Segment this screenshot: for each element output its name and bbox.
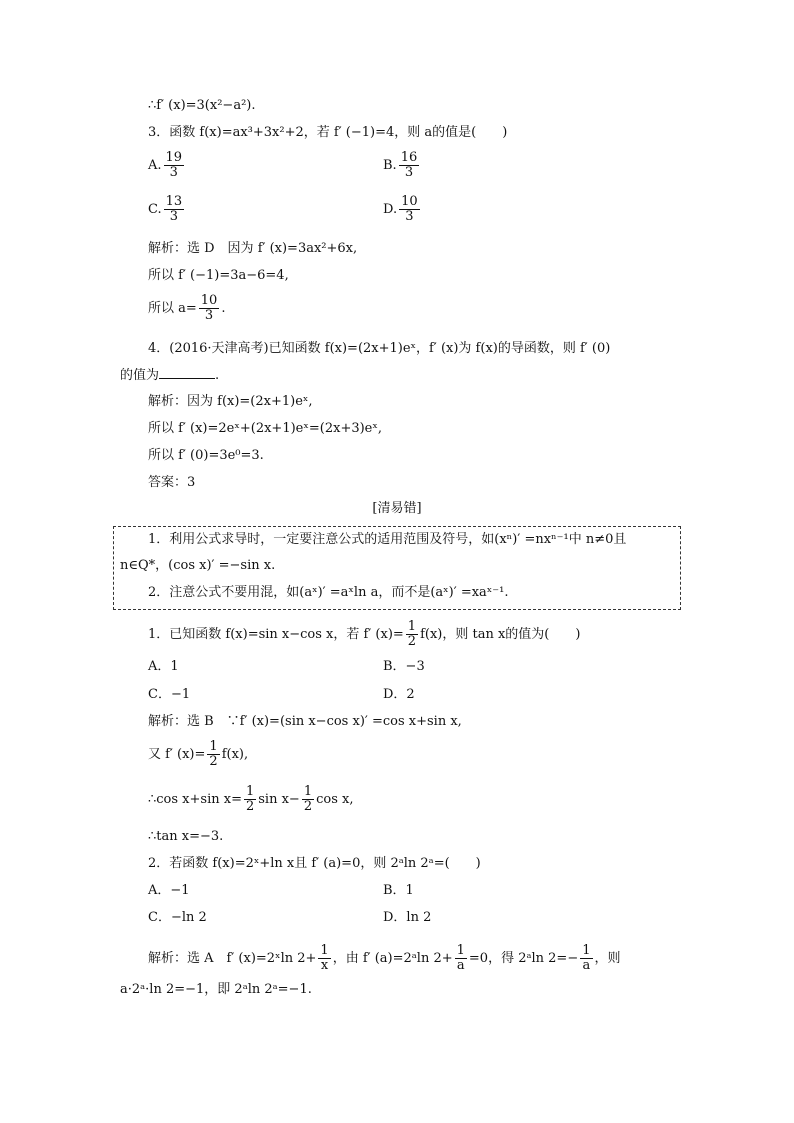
fraction-numerator: 13 — [165, 194, 183, 209]
q3-option-b — [383, 151, 421, 180]
q4-solution-line-3: 所以 f′ (0)=3e⁰=3. — [148, 448, 264, 463]
fraction-denominator: 3 — [404, 165, 414, 180]
fraction-numerator: 1 — [407, 619, 417, 634]
p2-option-d: D．ln 2 — [383, 910, 432, 925]
q4-answer: 答案：3 — [148, 475, 196, 490]
text: =0，得 2ᵃln 2=− — [468, 951, 579, 966]
text: . — [215, 368, 220, 383]
fraction-denominator: 2 — [245, 799, 255, 814]
fraction-numerator: 1 — [245, 784, 255, 799]
p1-option-a: A．1 — [148, 659, 179, 674]
tip-2: 2．注意公式不要用混，如(aˣ)′ =aˣln a，而不是(aˣ)′ =xaˣ⁻¹. — [148, 585, 509, 600]
p1-solution-line-3 — [148, 785, 353, 814]
practice-2-stem: 2．若函数 f(x)=2ˣ+ln x且 f′ (a)=0，则 2ᵃln 2ᵃ=( ) — [148, 856, 481, 871]
fraction — [199, 294, 220, 323]
p1-option-b: B．−3 — [383, 659, 425, 674]
q3-solution-line-1: 解析：选 D 因为 f′ (x)=3ax²+6x, — [148, 241, 358, 256]
fraction — [164, 151, 185, 180]
fraction-numerator: 1 — [209, 739, 218, 754]
p1-option-d: D．2 — [383, 687, 415, 702]
p1-solution-line-1: 解析：选 B ∵f′ (x)=(sin x−cos x)′ =cos x+sin x, — [148, 714, 462, 729]
q4-solution-line-1: 解析：因为 f(x)=(2x+1)eˣ, — [148, 394, 313, 409]
p2-solution-line-2: a·2ᵃ·ln 2=−1，即 2ᵃln 2ᵃ=−1. — [120, 982, 312, 997]
p1-option-c: C．−1 — [148, 687, 191, 702]
fraction-denominator: 3 — [169, 165, 178, 180]
text: ，由 f′ (a)=2ᵃln 2+ — [332, 951, 453, 966]
fraction — [207, 740, 219, 769]
fraction-numerator: 1 — [320, 943, 329, 958]
question-4-stem-line-2 — [120, 366, 219, 385]
q3-solution-line-3 — [148, 294, 225, 323]
fraction-numerator: 10 — [200, 293, 218, 308]
tip-1-line-1: 1．利用公式求导时，一定要注意公式的适用范围及符号，如(xⁿ)′ =nxⁿ⁻¹中 n≠0且 — [148, 532, 627, 547]
text: cos x, — [316, 792, 354, 807]
p2-solution-line-1 — [148, 944, 621, 973]
text: 1．已知函数 f(x)=sin x−cos x，若 f′ (x)= — [148, 627, 404, 642]
p1-solution-line-2 — [148, 740, 248, 769]
fraction — [580, 944, 592, 973]
option-label: B. — [383, 158, 397, 173]
text: f(x)，则 tan x的值为( ) — [420, 627, 581, 642]
fraction-denominator: 3 — [204, 308, 214, 323]
text: 的值为 — [120, 368, 160, 383]
question-4-stem-line-1: 4．(2016·天津高考)已知函数 f(x)=(2x+1)eˣ，f′ (x)为 f(x)的导函数，则 f′ (0) — [148, 341, 611, 356]
fraction-numerator: 1 — [456, 943, 465, 958]
derivation-line: ∴f′ (x)=3(x²−a²). — [148, 98, 256, 113]
fraction — [164, 195, 185, 224]
fraction-denominator: a — [456, 958, 465, 973]
fraction-denominator: 2 — [209, 754, 218, 769]
fraction — [302, 785, 314, 814]
fraction-numerator: 16 — [400, 150, 418, 165]
question-3-stem: 3．函数 f(x)=ax³+3x²+2，若 f′ (−1)=4，则 a的值是( ) — [148, 125, 508, 140]
p1-solution-line-4: ∴tan x=−3. — [148, 829, 224, 844]
text: sin x− — [258, 792, 300, 807]
q3-option-d — [383, 195, 422, 224]
text: 所以 a= — [148, 301, 197, 316]
text: ∴cos x+sin x= — [148, 792, 242, 807]
p2-option-c: C．−ln 2 — [148, 910, 207, 925]
text: 又 f′ (x)= — [148, 747, 206, 762]
section-title: [清易错] — [372, 501, 422, 516]
option-label: C. — [148, 202, 162, 217]
q3-option-c — [148, 195, 186, 224]
fraction-numerator: 10 — [401, 194, 418, 209]
fraction — [399, 151, 420, 180]
fraction — [406, 620, 418, 649]
fraction — [399, 195, 420, 224]
fraction-numerator: 19 — [165, 150, 183, 165]
option-label: A. — [148, 158, 162, 173]
fraction — [455, 944, 467, 973]
text: 解析：选 A f′ (x)=2ˣln 2+ — [148, 951, 317, 966]
q3-option-a — [148, 151, 186, 180]
text: f(x), — [221, 747, 249, 762]
fraction-numerator: 1 — [582, 943, 591, 958]
practice-1-stem — [148, 620, 580, 649]
tip-1-line-2: n∈Q*，(cos x)′ =−sin x. — [120, 558, 276, 573]
answer-blank — [159, 366, 215, 379]
fraction-denominator: a — [582, 958, 591, 973]
fraction-denominator: x — [320, 958, 329, 973]
q4-solution-line-2: 所以 f′ (x)=2eˣ+(2x+1)eˣ=(2x+3)eˣ, — [148, 421, 383, 436]
text: . — [221, 301, 226, 316]
fraction-denominator: 3 — [169, 209, 179, 224]
fraction-denominator: 2 — [303, 799, 313, 814]
fraction-denominator: 2 — [407, 634, 417, 649]
fraction — [244, 785, 256, 814]
fraction-denominator: 3 — [405, 209, 414, 224]
fraction — [318, 944, 330, 973]
p2-option-a: A．−1 — [148, 883, 190, 898]
q3-solution-line-2: 所以 f′ (−1)=3a−6=4, — [148, 268, 289, 283]
fraction-numerator: 1 — [303, 784, 313, 799]
text: ，则 — [594, 951, 621, 966]
p2-option-b: B．1 — [383, 883, 414, 898]
option-label: D. — [383, 202, 398, 217]
